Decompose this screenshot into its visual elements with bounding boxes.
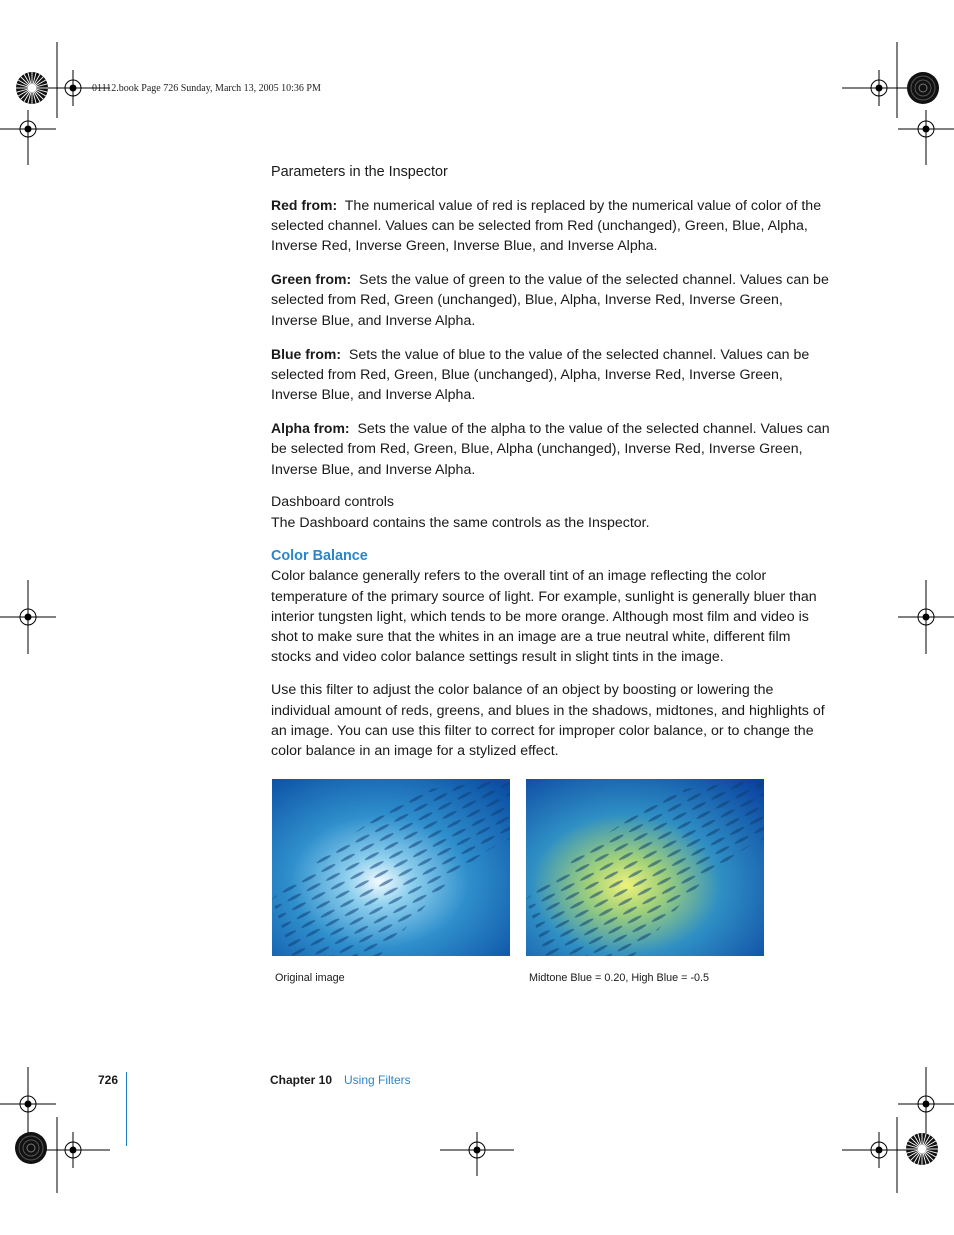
registration-target-icon — [0, 580, 56, 654]
registration-target-icon — [898, 580, 954, 654]
main-content — [271, 162, 831, 761]
page-number: 726 — [98, 1073, 119, 1087]
footer-rule — [126, 1072, 127, 1146]
caption-original: Original image — [275, 972, 345, 984]
green-from-text: Sets the value of green to the value of the selected channel. Values can be selected from Red, Green (unchanged), Blue, Alpha, Inverse Red, Inverse Green, Inverse Blue, and Inverse Alpha. — [271, 272, 829, 329]
red-from-paragraph — [271, 195, 831, 257]
alpha-from-text: Sets the value of the alpha to the value of the selected channel. Values can be selected from Red, Green, Blue, Alpha (unchanged), Inverse Red, Inverse Green, Inverse Blue, and Inverse Alpha. — [271, 420, 830, 478]
starburst-target-icon — [16, 72, 48, 104]
red-from-text: The numerical value of red is replaced by the numerical value of color of the selected channel. Values can be selected from Red (unchanged), Green, Blue, Alpha, Inverse Red, Inverse Green, Inverse Blue, and Inverse Alpha. — [271, 197, 822, 255]
starburst-target-icon — [15, 1132, 47, 1164]
dashboard-heading: Dashboard controls — [271, 494, 395, 511]
alpha-from-paragraph — [271, 418, 831, 480]
chapter-label: Chapter 10 — [270, 1073, 333, 1087]
blue-from-text: Sets the value of blue to the value of the selected channel. Values can be selected from Red, Green, Blue (unchanged), Alpha, Inverse Red, Inverse Green, Inverse Blue, and Inverse Alpha. — [271, 346, 810, 404]
registration-target-icon — [38, 1132, 110, 1168]
registration-target-icon — [0, 110, 56, 165]
green-from-paragraph — [271, 269, 831, 331]
green-from-term: Green from: — [271, 271, 352, 288]
registration-target-icon — [0, 1067, 56, 1140]
section-paragraph-2: Use this filter to adjust the color balance of an object by boosting or lowering the individual amount of reds, greens, and blues in the shadows, midtones, and highlights of an image. You can use this filter to correct for improper color balance, or to change the color balance in an image for a stylized effect. — [271, 682, 825, 760]
fish-school-original-image — [272, 779, 510, 956]
blue-from-term: Blue from: — [271, 345, 341, 362]
section-title: Color Balance — [271, 547, 368, 564]
fish-school-adjusted-image — [526, 779, 764, 956]
registration-target-icon — [440, 1132, 514, 1176]
registration-target-icon — [842, 70, 916, 106]
starburst-target-icon — [907, 72, 939, 104]
section-paragraph-1: Color balance generally refers to the overall tint of an image reflecting the color temperature of the primary source of light. For example, sunlight is generally bluer than interior tungsten light, which tends to be more orange. Although most film and video is shot to make sure that the whites in an image are a true neutral white, different film stocks and video color balance settings result in slight tints in the image. — [271, 568, 817, 666]
starburst-target-icon — [906, 1133, 938, 1165]
registration-target-icon — [898, 1067, 954, 1140]
red-from-term: Red from: — [271, 196, 338, 213]
caption-adjusted: Midtone Blue = 0.20, High Blue = -0.5 — [529, 972, 710, 984]
registration-target-icon — [842, 1132, 916, 1168]
dashboard-text: The Dashboard contains the same controls as the Inspector. — [271, 514, 650, 531]
book-info-header: 01112.book Page 726 Sunday, March 13, 2005 10:36 PM — [92, 83, 321, 94]
alpha-from-term: Alpha from: — [271, 419, 350, 436]
chapter-title-link[interactable]: Using Filters — [344, 1073, 411, 1087]
params-heading: Parameters in the Inspector — [271, 164, 448, 180]
original-image — [272, 779, 510, 956]
registration-target-icon — [898, 110, 954, 165]
blue-from-paragraph — [271, 344, 831, 406]
adjusted-image — [526, 779, 764, 956]
